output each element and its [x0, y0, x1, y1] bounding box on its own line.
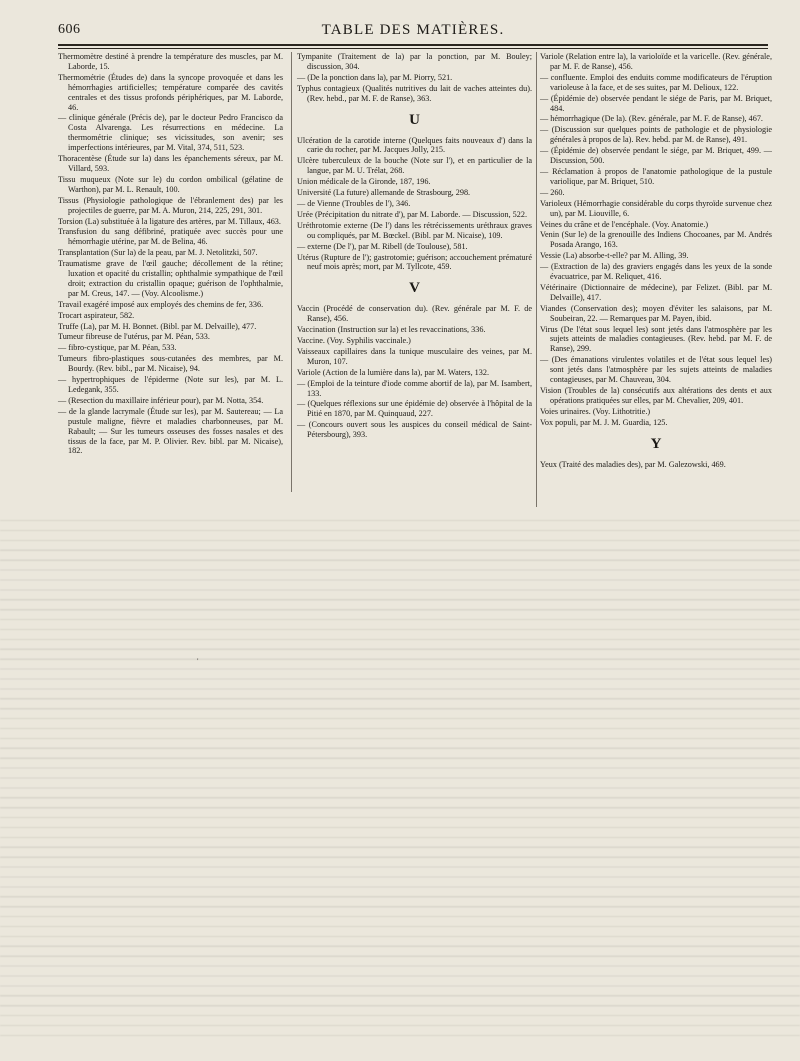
index-entry: Torsion (La) substituée à la ligature des artères, par M. Tillaux, 463. — [58, 216, 281, 226]
index-entry: — hypertrophiques de l'épiderme (Note sur les), par M. L. Ledegank, 355. — [58, 375, 283, 394]
index-entry: Typhus contagieux (Qualités nutritives du lait de vaches atteintes du). (Rev. hebd., par M. F. de Ranse), 363. — [297, 83, 532, 103]
index-entry: — (Des émanations virulentes volatiles et de l'état sous lequel les) sont jetés dans l'atmosphère par les sujets atteints de maladies contagieuses, par M. Chauveau, 304. — [540, 355, 772, 385]
index-entry: Tympanite (Traitement de la) par la ponction, par M. Bouley; discussion, 304. — [297, 52, 532, 71]
index-entry: Truffe (La), par M. H. Bonnet. (Bibl. par M. Delvaille), 477. — [58, 321, 257, 331]
column-divider — [291, 52, 292, 492]
index-entry: — (De la ponction dans la), par M. Piorry, 521. — [297, 72, 453, 82]
index-entry: Tissu muqueux (Note sur le) du cordon ombilical (gélatine de Warthon), par M. L. Renault, 100. — [58, 174, 283, 194]
index-entry: Tumeur fibreuse de l'utérus, par M. Péan, 533. — [58, 332, 210, 342]
stray-mark: , — [197, 655, 199, 661]
index-entry: Thoracentèse (Étude sur la) dans les épanchements séreux, par M. Villard, 593. — [58, 154, 283, 173]
index-entry: Vétérinaire (Dictionnaire de médecine), par Felizet. (Bibl. par M. Delvaille), 417. — [540, 282, 772, 302]
index-entry: — (Discussion sur quelques points de pathologie et de physiologie générales à propos de la). Rev. hebd. par M. de Ranse), 491. — [540, 125, 772, 145]
index-entry: Venin (Sur le) de la grenouille des Indiens Chocoanes, par M. Andrés Posada Arango, 163. — [540, 230, 772, 250]
section-letter-y: Y — [650, 435, 662, 452]
index-entry: — clinique générale (Précis de), par le docteur Pedro Francisco da Costa Alvarenga. Les résurrections en médecine. La thermométrie clinique; ses vicissitudes, son avenir; ses imperfections intérieures, par M. Vital, 374, 511, 523. — [58, 113, 283, 153]
index-entry: — (Emploi de la teinture d'iode comme abortif de la), par M. Isambert, 133. — [297, 378, 532, 398]
index-entry: Vaisseaux capillaires dans la tunique musculaire des veines, par M. Muron, 107. — [297, 346, 532, 366]
header-rule — [58, 44, 768, 49]
index-entry: Voies urinaires. (Voy. Lithotritie.) — [540, 406, 651, 416]
section-letter-v: V — [409, 280, 420, 297]
index-entry: — de la glande lacrymale (Étude sur les), par M. Sautereau; — La pustule maligne, fièvre et maladies charbonneuses, par M. Rabault; — Sur les tumeurs osseuses des fosses nasales et des tissus de la face, par M. P. Olivier. Rev. bibl. par M. Nicaise), 182. — [58, 406, 283, 456]
index-entry: Thermométrie (Études de) dans la syncope provoquée et dans les hémorrhagies artificielles; température comparée des cavités centrales et des tissus profonds périphériques, par M. Laborde, 46. — [58, 72, 283, 112]
index-entry: — externe (De l'), par M. Ribell (de Toulouse), 581. — [297, 241, 468, 251]
index-entry: Union médicale de la Gironde, 187, 196. — [297, 177, 431, 187]
column-divider — [536, 52, 537, 507]
index-entry: — 260. — [540, 187, 565, 197]
index-entry: Transplantation (Sur la) de la peau, par M. J. Netolitzki, 507. — [58, 248, 258, 258]
index-entry: Trocart aspirateur, 582. — [58, 310, 135, 320]
section-letter-u: U — [409, 111, 420, 128]
index-entry: — (Quelques réflexions sur une épidémie de) observée à l'hôpital de la Pitié en 1870, par M. Quinquaud, 227. — [297, 399, 532, 419]
index-entry: Virus (De l'état sous lequel les) sont jetés dans l'atmosphère par les sujets atteints de maladies contagieuses. (Rev. hebd. par M. F. de Ranse), 299. — [540, 324, 772, 354]
index-entry: Utérus (Rupture de l'); gastrotomie; guérison; accouchement prématuré neuf mois après; mort, par M. Tyllcote, 459. — [297, 252, 532, 272]
index-entry: — (Concours ouvert sous les auspices du conseil médical de Saint-Pétersbourg), 393. — [297, 420, 532, 440]
index-entry: Yeux (Traité des maladies des), par M. Galezowski, 469. — [540, 459, 726, 469]
index-column-1 — [58, 52, 283, 457]
index-entry: Urée (Précipitation du nitrate d'), par M. Laborde. — Discussion, 522. — [297, 209, 527, 219]
index-entry: Tumeurs fibro-plastiques sous-cutanées des membres, par M. Bourdy. (Rev. bibl., par M. Nicaise), 94. — [58, 354, 283, 374]
index-entry: Uréthrotomie externe (De l') dans les rétrécissements uréthraux graves ou compliqués, par M. Bœckel. (Bibl. par M. Nicaise), 109. — [297, 220, 532, 240]
index-entry: Varioleux (Hémorrhagie considérable du corps thyroïde survenue chez un), par M. Liouville, 6. — [540, 198, 772, 218]
index-entry: Tissus (Physiologie pathologique de l'ébranlement des) par les projectiles de guerre, par M. A. Muron, 214, 225, 291, 301. — [58, 195, 283, 215]
index-column-2 — [297, 52, 532, 441]
index-entry: Variole (Relation entre la), la varioloïde et la varicelle. (Rev. générale, par M. F. de Ranse), 456. — [540, 52, 772, 71]
index-entry: Vox populi, par M. J. M. Guardia, 125. — [540, 417, 668, 427]
index-entry: Ulcération de la carotide interne (Quelques faits nouveaux d') dans la carie du rocher, par M. Jacques Jolly, 215. — [297, 135, 532, 155]
index-entry: — (Épidémie de) observée pendant le siége, par M. Briquet, 499. — Discussion, 500. — [540, 146, 772, 166]
index-entry: Vaccin (Procédé de conservation du). (Rev. générale par M. F. de Ranse), 456. — [297, 304, 532, 324]
index-entry: — de Vienne (Troubles de l'), 346. — [297, 198, 411, 208]
index-entry: Variole (Action de la lumière dans la), par M. Waters, 132. — [297, 367, 489, 377]
page-title: TABLE DES MATIÈRES. — [321, 22, 505, 38]
page-number: 606 — [58, 22, 81, 37]
index-entry: — fibro-cystique, par M. Péan, 533. — [58, 343, 177, 353]
index-entry: — confluente. Emploi des enduits comme modificateurs de l'éruption varioleuse à la face, et de ses suites, par M. Delioux, 122. — [540, 72, 772, 92]
index-entry: Vaccination (Instruction sur la) et les revaccinations, 336. — [297, 325, 486, 335]
index-entry: — (Extraction de la) des graviers engagés dans les yeux de la sonde évacuatrice, par M. Reliquet, 416. — [540, 262, 772, 282]
index-entry: Traumatisme grave de l'œil gauche; décollement de la rétine; luxation et opacité du cristallin; ophthalmie sympathique de l'œil droit; extraction du cristallin opaque; guérison de l'ophthalmie, par M. Creus, 147. — (Voy. Alcoolisme.) — [58, 259, 283, 298]
index-column-3 — [540, 52, 772, 471]
index-entry: Ulcère tuberculeux de la bouche (Note sur l'), et en particulier de la langue, par M. U. Trélat, 268. — [297, 156, 532, 176]
index-entry: Université (La future) allemande de Strasbourg, 298. — [297, 188, 471, 198]
index-entry: Viandes (Conservation des); moyen d'éviter les salaisons, par M. Soubeiran, 22. — Remarques par M. Payen, ibid. — [540, 303, 772, 323]
index-entry: — (Épidémie de) observée pendant le siége de Paris, par M. Briquet, 484. — [540, 93, 772, 113]
index-entry: Travail exagéré imposé aux employés des chemins de fer, 336. — [58, 299, 264, 309]
page-header — [58, 22, 768, 42]
index-entry: — Réclamation à propos de l'anatomie pathologique de la pustule variolique, par M. Briquet, 510. — [540, 166, 772, 186]
index-entry: Vessie (La) absorbe-t-elle? par M. Alling, 39. — [540, 251, 689, 261]
index-entry: Vaccine. (Voy. Syphilis vaccinale.) — [297, 336, 411, 346]
index-entry: Thermomètre destiné à prendre la température des muscles, par M. Laborde, 15. — [58, 52, 283, 71]
index-entry: Veines du crâne et de l'encéphale. (Voy. Anatomie.) — [540, 219, 709, 229]
index-entry: — hémorrhagique (De la). (Rev. générale, par M. F. de Ranse), 467. — [540, 114, 763, 124]
bleed-through-text — [0, 520, 800, 1040]
index-entry: — (Resection du maxillaire inférieur pour), par M. Notta, 354. — [58, 395, 264, 405]
index-entry: Vision (Troubles de la) consécutifs aux altérations des dents et aux opérations pratiquées sur elles, par M. Chevalier, 209, 401. — [540, 386, 772, 405]
index-entry: Transfusion du sang défibriné, pratiquée avec succès pour une hémorrhagie utérine, par M. de Belina, 46. — [58, 227, 283, 247]
